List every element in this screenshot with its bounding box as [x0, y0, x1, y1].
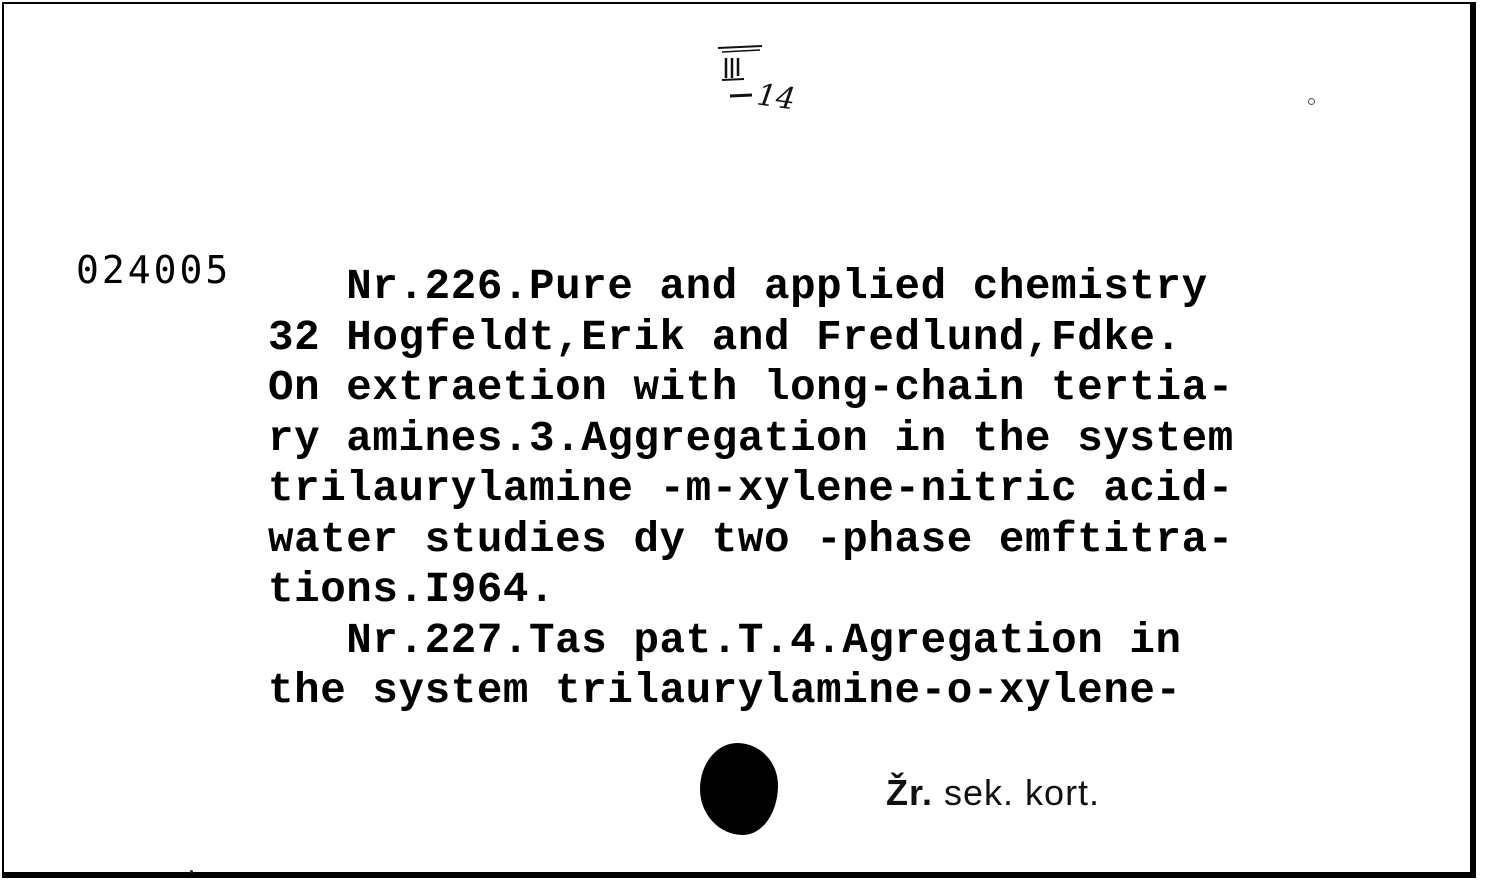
- entry-line: water studies dy two -phase emftitra-: [268, 515, 1234, 564]
- entry-line: Nr.226.Pure and applied chemistry: [268, 263, 1208, 311]
- entry-line: On extraetion with long-chain tertia-: [268, 364, 1234, 412]
- typed-entry-text: [268, 262, 1234, 717]
- entry-line: the system trilaurylamine-o-xylene-: [268, 667, 1182, 715]
- stamp-label-rest: sek. kort.: [933, 772, 1101, 813]
- entry-line: ry amines.3.Aggregation in the system: [268, 414, 1234, 463]
- entry-line: tions.I964.: [268, 566, 556, 614]
- punch-hole: [700, 743, 778, 835]
- card-number: 024005: [76, 248, 232, 292]
- entry-line: 32 Hogfeldt,Erik and Fredlund,Fdke.: [268, 313, 1182, 362]
- stamp-label: [886, 772, 1100, 814]
- entry-line: trilaurylamine -m-xylene-nitric acid-: [268, 465, 1234, 513]
- handwritten-mark-number: 14: [754, 77, 798, 118]
- stamp-label-bold: Žr.: [886, 772, 934, 813]
- ink-dot: [1308, 98, 1315, 105]
- ink-speck: [190, 870, 193, 873]
- entry-line: Nr.227.Tas pat.T.4.Agregation in: [268, 616, 1182, 665]
